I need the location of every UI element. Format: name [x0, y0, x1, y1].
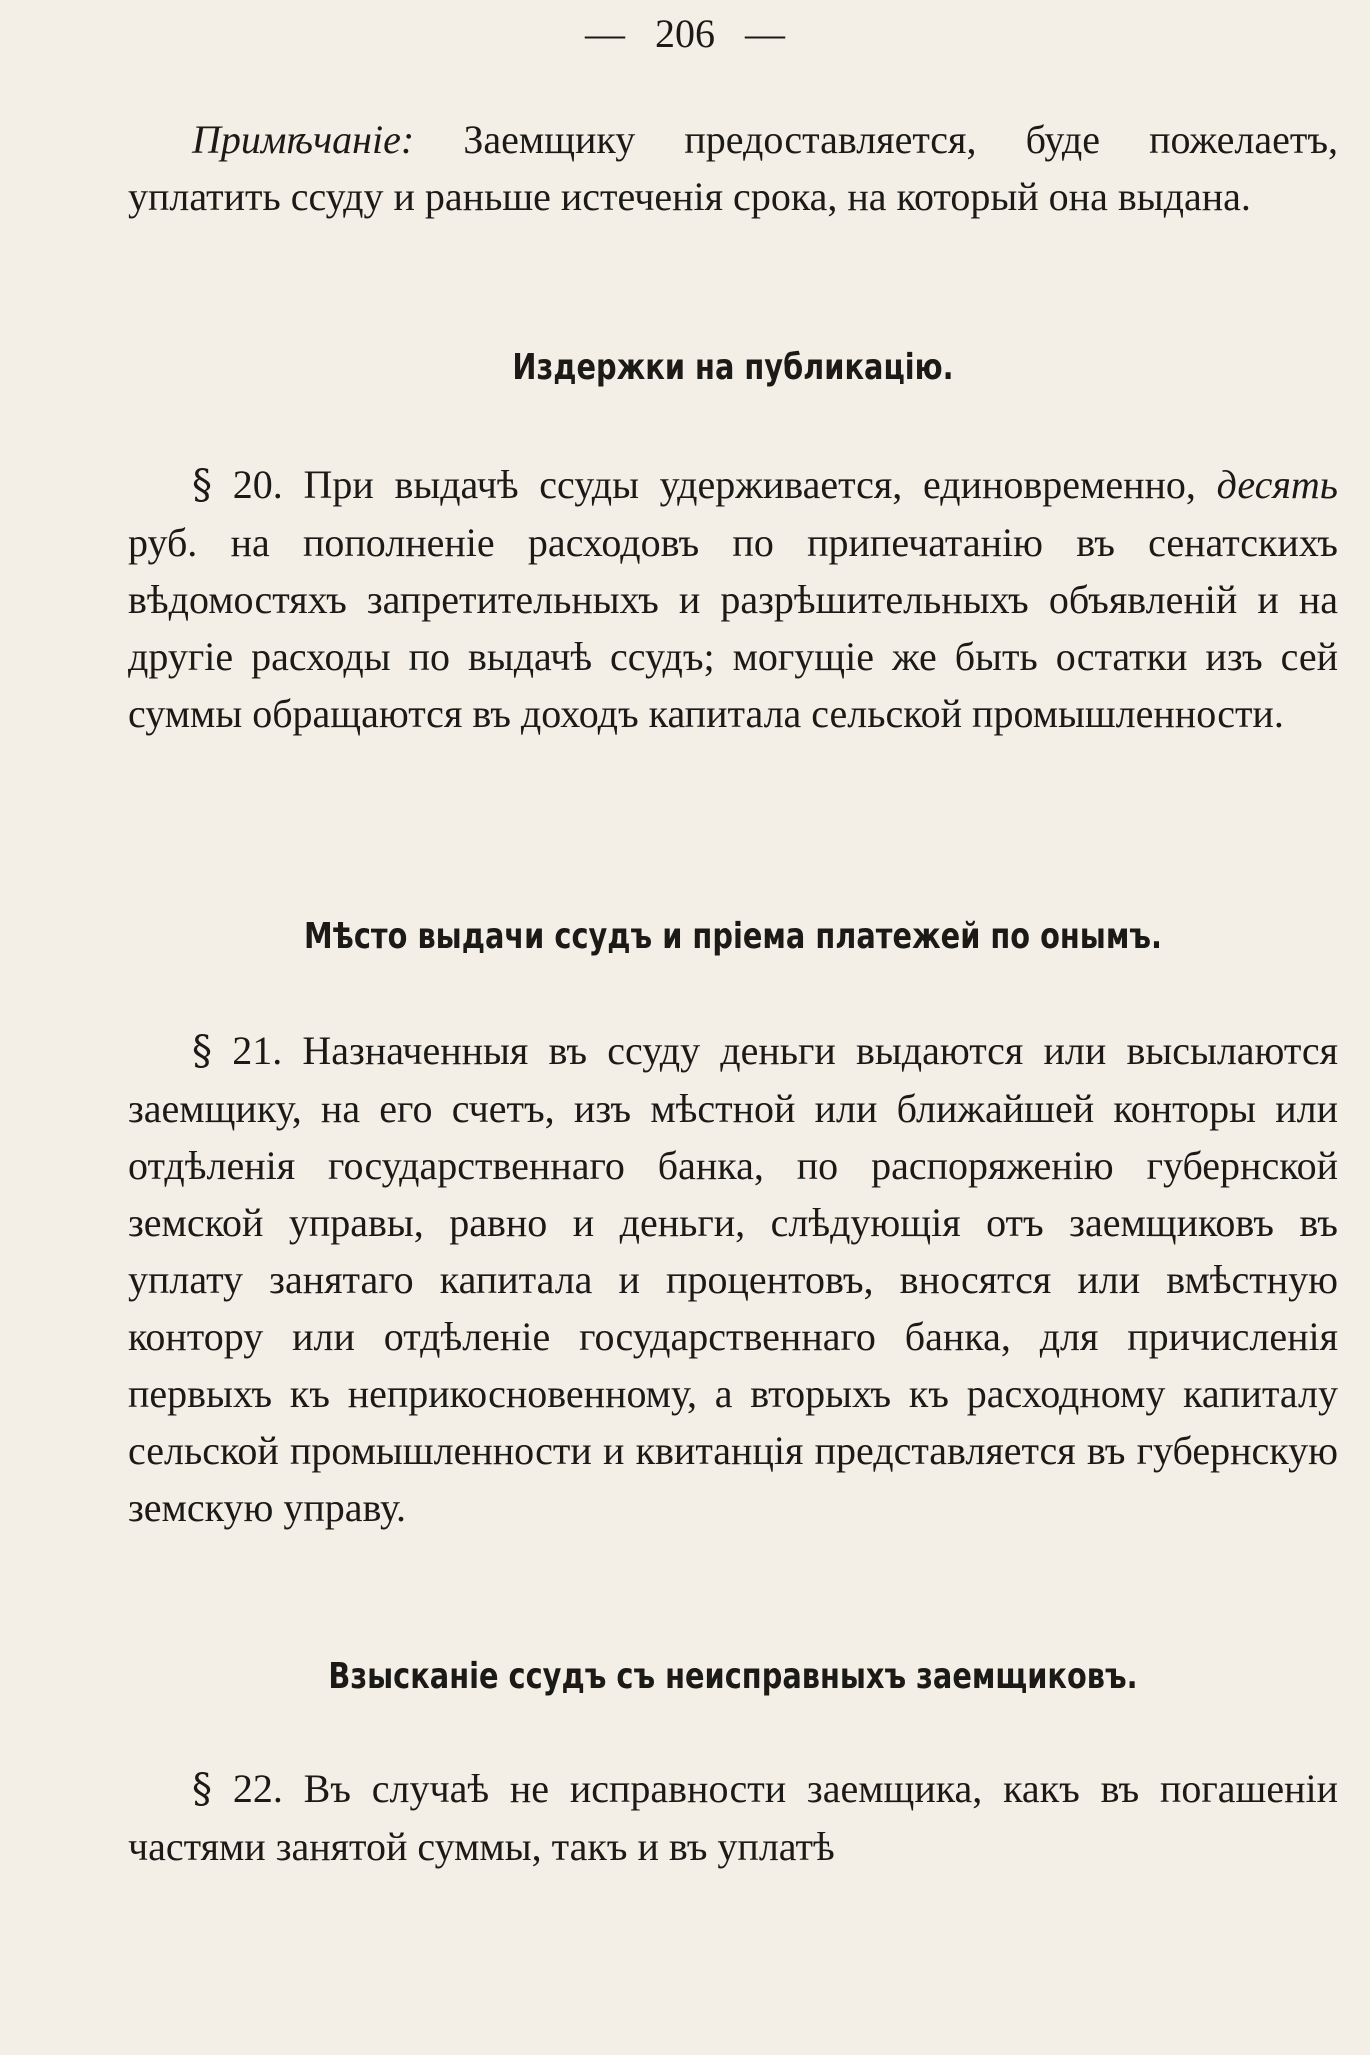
paragraph-20-number: 20.	[232, 462, 283, 507]
section-mark-20: §	[192, 462, 212, 508]
heading-debt-collection: Взысканіе ссудъ съ неисправныхъ заемщиковъ.	[328, 1656, 1138, 1697]
paragraph-20	[128, 456, 1338, 742]
note-text: Заемщику предоставляется, буде пожелаетъ, уплатить ссуду и раньше истеченія срока, на который она выдана.	[128, 117, 1338, 219]
paragraph-22	[128, 1760, 1338, 1875]
paragraph-21	[128, 1022, 1338, 1536]
paragraph-20-text-after: руб. на пополненіе расходовъ по припечатанію въ сенатскихъ вѣдомостяхъ запретительныхъ и разрѣшительныхъ объявленій и на другіе расходы по выдачѣ ссудъ; могущіе же быть остатки изъ сей суммы обращаются въ доходъ капитала сельской промышленности.	[128, 520, 1338, 736]
page-number	[0, 6, 1370, 62]
paragraph-21-number: 21.	[232, 1028, 283, 1073]
paragraph-22-number: 22.	[232, 1766, 283, 1811]
paragraph-22-text: Въ случаѣ не исправности заемщика, какъ въ погашеніи частями занятой суммы, такъ и въ уплатѣ	[128, 1766, 1339, 1869]
page-number-value: 206	[655, 11, 715, 56]
note-label: Примѣчаніе:	[192, 117, 415, 162]
paragraph-20-italic: десять	[1216, 462, 1339, 507]
page-number-dash-right: —	[745, 11, 785, 56]
section-mark-21: §	[192, 1028, 212, 1074]
page-number-dash-left: —	[585, 11, 625, 56]
note-paragraph	[128, 111, 1338, 225]
paragraph-20-text-before: При выдачѣ ссуды удерживается, единовременно,	[303, 462, 1196, 507]
heading-publication-costs: Издержки на публикацію.	[512, 347, 954, 388]
section-mark-22: §	[192, 1766, 212, 1812]
heading-loan-issue-place: Мѣсто выдачи ссудъ и пріема платежей по онымъ.	[304, 916, 1162, 957]
paragraph-21-text: Назначенныя въ ссуду деньги выдаются или высылаются заемщику, на его счетъ, изъ мѣстной или ближайшей конторы или отдѣленія государственнаго банка, по распоряженію губернской земской управы, равно и деньги, слѣдующія отъ заемщиковъ въ уплату занятаго капитала и процентовъ, вносятся или вмѣстную контору или отдѣленіе государственнаго банка, для причисленія первыхъ къ неприкосновенному, а вторыхъ къ расходному капиталу сельской промышленности и квитанція представляется въ губернскую земскую управу.	[128, 1028, 1339, 1530]
